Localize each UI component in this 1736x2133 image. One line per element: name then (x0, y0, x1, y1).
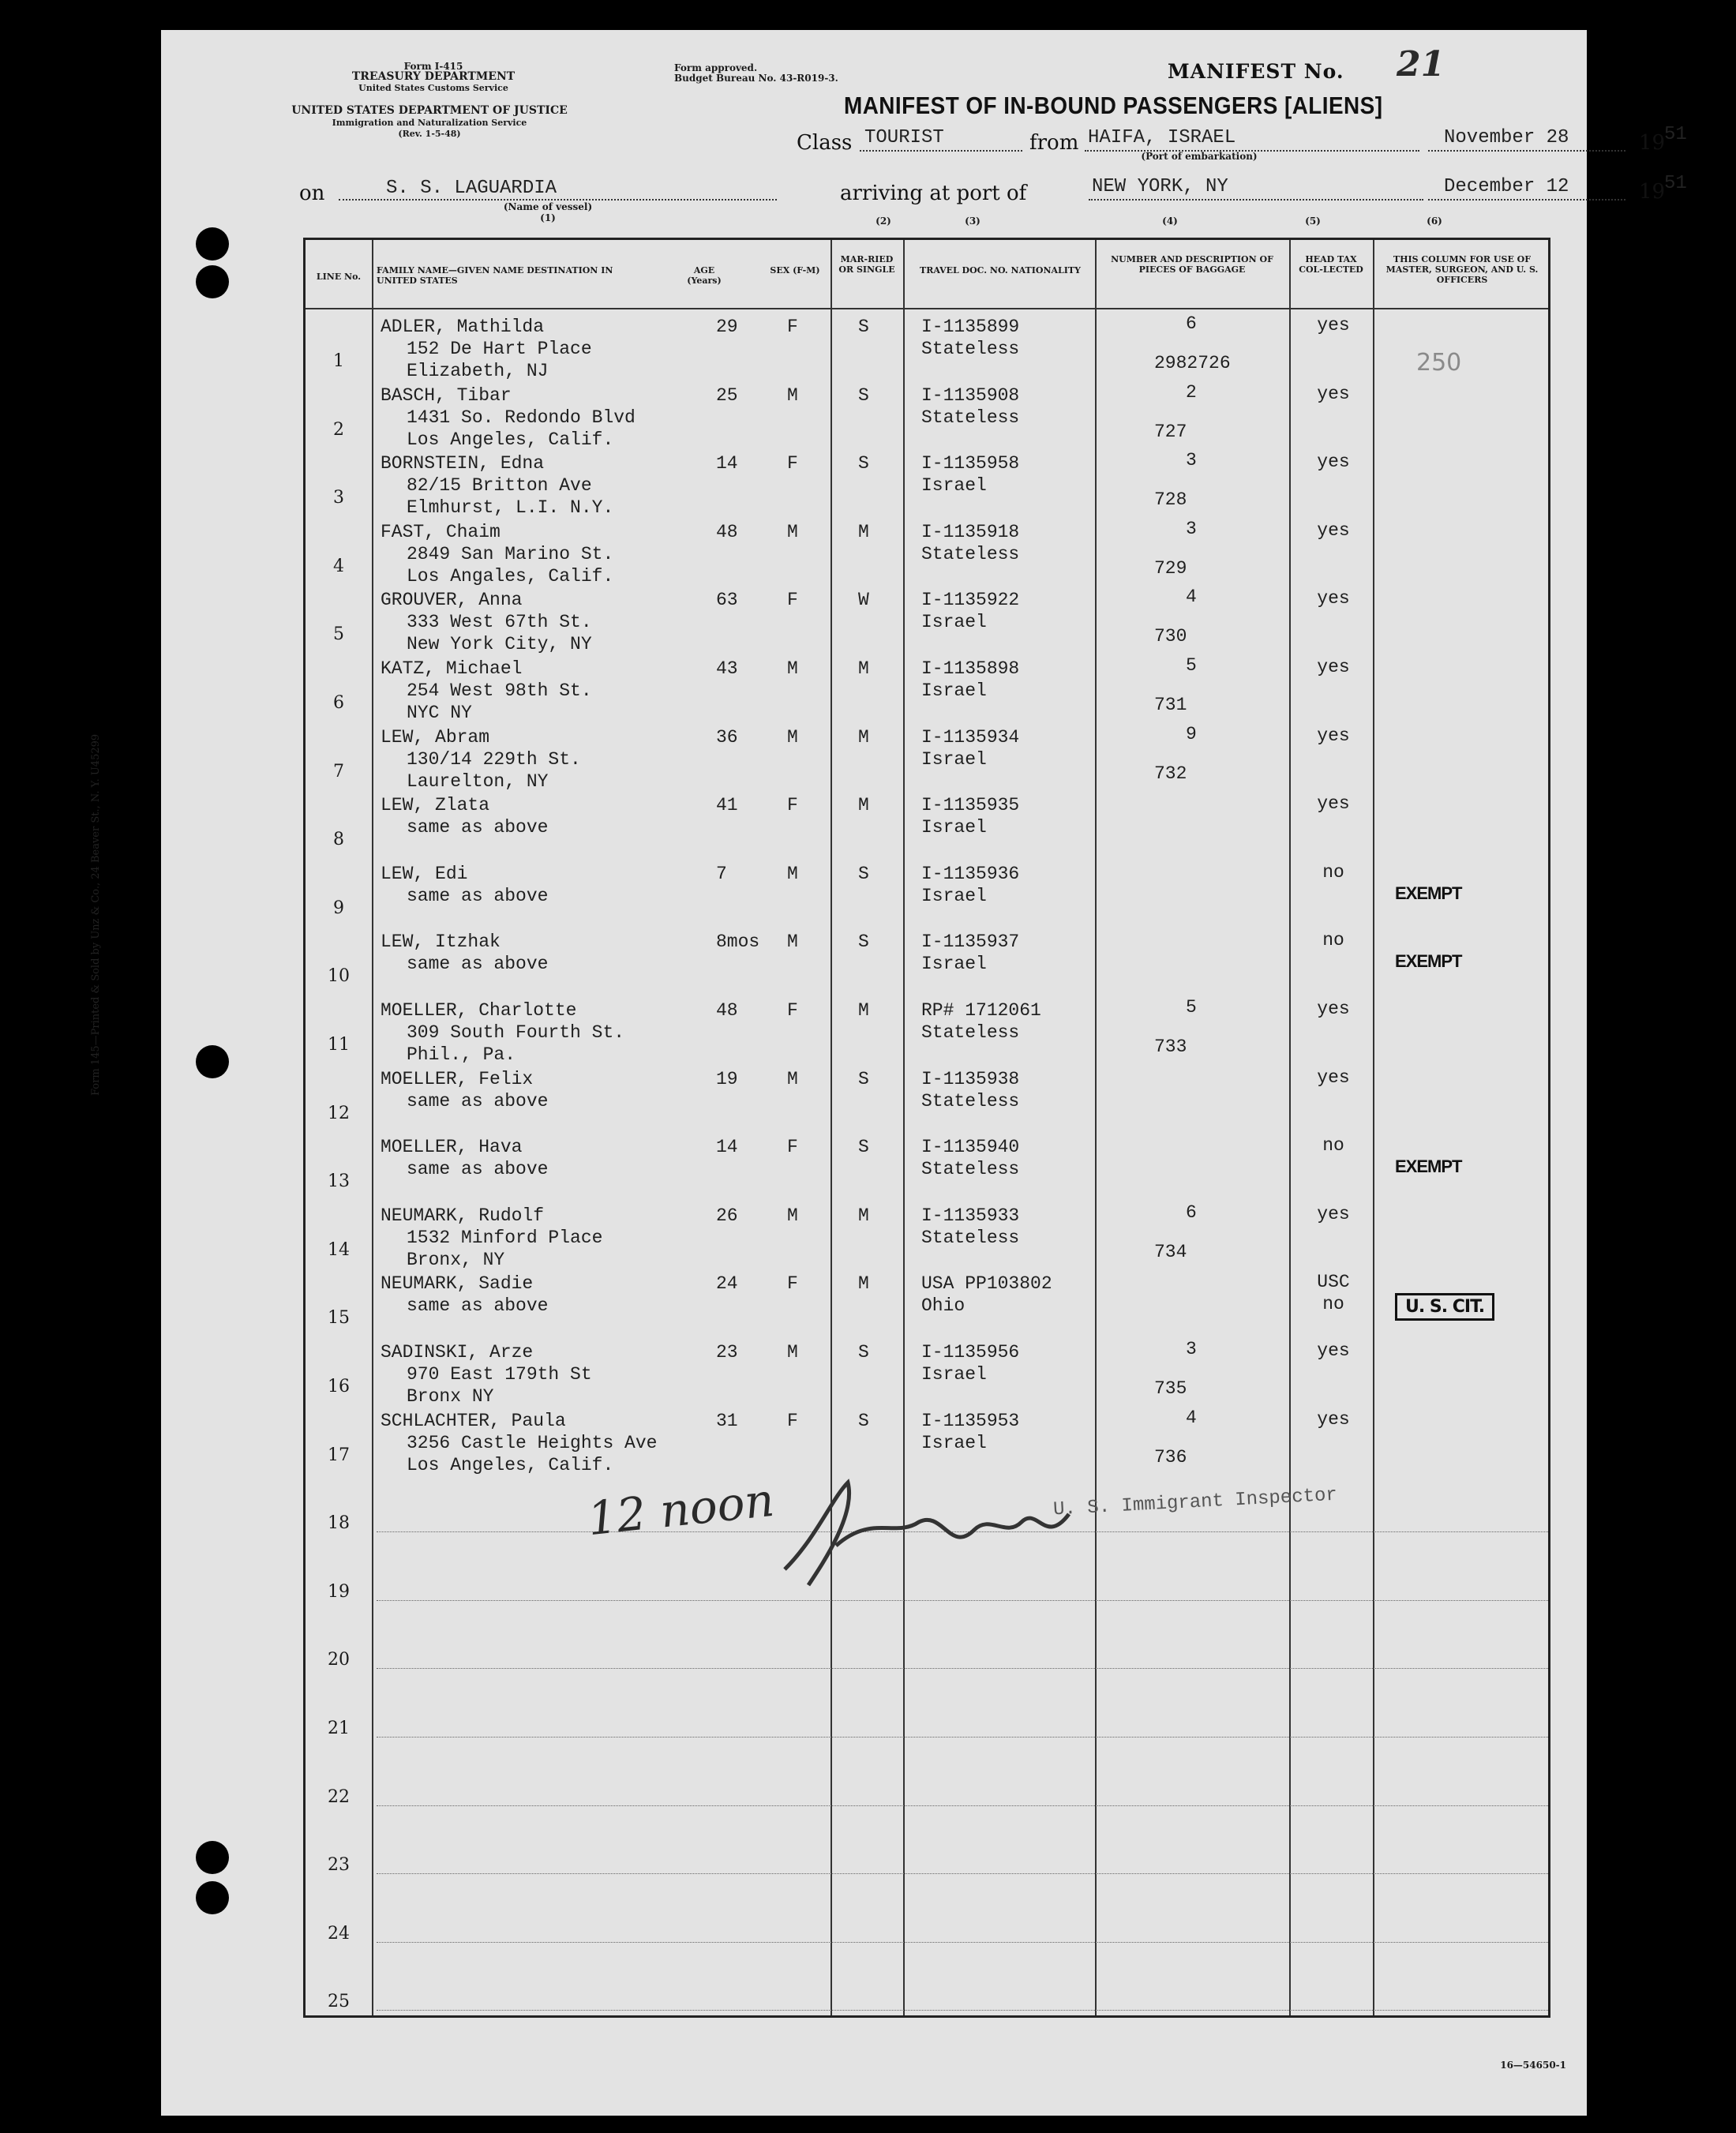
passenger-sex: M (787, 658, 798, 679)
travel-doc-number: I-1135934 (921, 726, 1020, 748)
head-tax: no (1322, 1135, 1344, 1156)
passenger-marital: M (858, 521, 869, 542)
travel-doc-number: I-1135956 (921, 1342, 1020, 1363)
manifest-no-label: MANIFEST No. (1168, 60, 1344, 83)
passenger-age: 8mos (716, 932, 760, 953)
justice-dept: UNITED STATES DEPARTMENT OF JUSTICE (291, 104, 568, 117)
passenger-name: MOELLER, Charlotte (381, 1000, 577, 1021)
travel-doc-number: I-1135898 (921, 658, 1020, 679)
baggage-number: 2982726 (1154, 353, 1231, 373)
passenger-marital: S (858, 453, 869, 474)
manifest-page (90, 30, 1687, 2116)
head-tax: yes (1317, 452, 1350, 473)
officer-note: EXEMPT (1395, 1156, 1462, 1177)
vessel-col-num: (1) (540, 212, 556, 223)
line-number: 22 (328, 1786, 350, 1807)
passenger-name: LEW, Zlata (381, 795, 490, 816)
nationality: Israel (921, 885, 987, 906)
table-row (306, 1402, 1548, 1475)
line-number: 1 (333, 351, 344, 371)
passenger-address-2: Los Angales, Calif. (407, 565, 614, 587)
header-married: MAR-RIED OR SINGLE (838, 254, 895, 275)
line-number: 16 (328, 1377, 350, 1396)
passenger-address-2: Bronx, NY (407, 1249, 505, 1270)
passenger-age: 19 (716, 1068, 738, 1089)
line-number: 5 (333, 624, 344, 645)
nationality: Israel (921, 954, 987, 975)
passenger-address-1: same as above (407, 1295, 549, 1317)
punch-hole (196, 1841, 229, 1874)
line-number: 6 (333, 693, 344, 713)
table-row (306, 444, 1548, 519)
passenger-sex: M (787, 1342, 798, 1363)
passenger-name: NEUMARK, Rudolf (381, 1205, 545, 1226)
from-field: HAIFA, ISRAEL (1085, 126, 1419, 152)
punch-hole (196, 227, 229, 261)
class-label: Class (797, 131, 853, 155)
vessel-caption: (Name of vessel) (503, 201, 593, 212)
passenger-sex: M (787, 1068, 798, 1089)
head-tax: yes (1317, 725, 1350, 746)
table-row (306, 513, 1548, 587)
passenger-address-1: 333 West 67th St. (407, 612, 592, 633)
travel-doc-number: I-1135933 (921, 1205, 1020, 1226)
table-row (306, 718, 1548, 792)
head-tax: yes (1317, 1340, 1350, 1361)
officer-note: EXEMPT (1395, 951, 1462, 972)
baggage-count: 5 (1186, 655, 1197, 676)
table-row (306, 1128, 1548, 1197)
line-number: 3 (333, 488, 344, 508)
manifest-no-value: 21 (1397, 44, 1445, 84)
line-number: 24 (328, 1923, 350, 1944)
nationality: Israel (921, 612, 987, 633)
line-number: 18 (328, 1513, 350, 1534)
baggage-number: 733 (1154, 1037, 1187, 1057)
footer-code: 16—54650-1 (1500, 2060, 1566, 2071)
inspector-signature (761, 1467, 1093, 1593)
table-row (306, 377, 1548, 450)
passenger-age: 25 (716, 384, 738, 406)
head-tax: USC no (1317, 1272, 1350, 1315)
head-tax: yes (1317, 1066, 1350, 1088)
baggage-count: 9 (1186, 723, 1197, 744)
passenger-marital: M (858, 795, 869, 816)
passenger-sex: M (787, 932, 798, 953)
head-tax: yes (1317, 383, 1350, 404)
travel-doc-number: I-1135940 (921, 1137, 1020, 1158)
passenger-sex: M (787, 384, 798, 406)
passenger-address-1: 130/14 229th St. (407, 748, 581, 770)
passenger-name: ADLER, Mathilda (381, 317, 545, 337)
passenger-address-1: same as above (407, 817, 549, 838)
officer-note: U. S. CIT. (1395, 1293, 1494, 1321)
passenger-address-1: same as above (407, 1090, 549, 1111)
from-label: from (1029, 131, 1079, 155)
nationality: Israel (921, 817, 987, 838)
travel-doc-number: I-1135936 (921, 863, 1020, 884)
passenger-address-2: Elizabeth, NJ (407, 361, 549, 381)
passenger-marital: M (858, 658, 869, 679)
passenger-sex: F (787, 1410, 798, 1431)
passenger-age: 43 (716, 658, 738, 679)
nationality: Israel (921, 1364, 987, 1385)
head-tax: yes (1317, 1408, 1350, 1430)
col-num-travel: (3) (965, 216, 980, 227)
passenger-name: KATZ, Michael (381, 658, 523, 679)
head-tax: yes (1317, 588, 1350, 609)
departure-year: 51 (1664, 124, 1687, 145)
line-number: 19 (328, 1581, 350, 1602)
punch-hole (196, 1881, 229, 1914)
travel-doc-number: I-1135958 (921, 453, 1020, 474)
passenger-age: 24 (716, 1273, 738, 1295)
head-tax: no (1322, 861, 1344, 883)
col-num-tax: (5) (1305, 216, 1321, 227)
passenger-name: LEW, Abram (381, 726, 490, 748)
baggage-number: 736 (1154, 1446, 1187, 1468)
passenger-address-2: Elmhurst, L.I. N.Y. (407, 497, 614, 519)
officer-top-note: 250 (1416, 349, 1462, 377)
line-number: 7 (333, 761, 344, 782)
table-row (306, 923, 1548, 992)
passenger-address-2: Los Angeles, Calif. (407, 429, 614, 450)
passenger-age: 7 (716, 863, 727, 884)
header-name: FAMILY NAME—GIVEN NAME DESTINATION IN UNITED STATES (377, 265, 613, 286)
head-tax: yes (1317, 999, 1350, 1019)
manifest-title: MANIFEST OF IN-BOUND PASSENGERS [ALIENS] (844, 92, 1383, 119)
punch-hole (196, 265, 229, 298)
departure-year-prefix: 19 (1639, 131, 1666, 155)
nationality: Stateless (921, 543, 1020, 564)
passenger-name: LEW, Edi (381, 863, 468, 884)
baggage-number: 731 (1154, 695, 1187, 715)
passenger-address-2: NYC NY (407, 703, 472, 723)
table-row (306, 992, 1548, 1065)
passenger-marital: S (858, 1342, 869, 1363)
inspector-title: U. S. Immigrant Inspector (1052, 1484, 1338, 1521)
passenger-age: 23 (716, 1342, 738, 1363)
arrival-year-prefix: 19 (1639, 180, 1666, 204)
passenger-age: 48 (716, 521, 738, 542)
travel-doc-number: I-1135937 (921, 932, 1020, 953)
line-number: 20 (328, 1650, 350, 1670)
header-travel: TRAVEL DOC. NO. NATIONALITY (920, 265, 1081, 276)
passenger-marital: S (858, 384, 869, 406)
passenger-sex: F (787, 1000, 798, 1021)
baggage-number: 729 (1154, 557, 1187, 579)
line-number: 2 (333, 419, 344, 440)
line-number: 21 (328, 1719, 350, 1738)
passenger-sex: M (787, 863, 798, 884)
passenger-sex: F (787, 317, 798, 337)
table-row (306, 581, 1548, 655)
passenger-table (303, 238, 1550, 2018)
noon-note: 12 noon (585, 1472, 777, 1546)
line-number: 23 (328, 1855, 350, 1876)
passenger-age: 29 (716, 317, 738, 337)
passenger-address-1: 152 De Hart Place (407, 339, 592, 359)
header-baggage: NUMBER AND DESCRIPTION OF PIECES OF BAGGAGE (1111, 254, 1273, 275)
table-row (306, 786, 1548, 855)
nationality: Ohio (921, 1295, 965, 1317)
col-num-officer: (6) (1427, 216, 1442, 227)
line-number: 8 (333, 830, 344, 850)
passenger-address-2: Los Angeles, Calif. (407, 1454, 614, 1475)
passenger-marital: M (858, 1273, 869, 1295)
nationality: Stateless (921, 407, 1020, 428)
passenger-name: SADINSKI, Arze (381, 1342, 534, 1363)
passenger-address-1: same as above (407, 885, 549, 906)
baggage-count: 3 (1186, 450, 1197, 471)
header-age: AGE (Years) (687, 265, 722, 286)
head-tax: yes (1317, 315, 1350, 336)
line-number: 9 (333, 898, 344, 918)
line-number: 14 (328, 1239, 350, 1260)
arrival-date-field: December 12 (1428, 175, 1625, 201)
departure-date-field: November 28 (1428, 126, 1625, 152)
passenger-sex: M (787, 726, 798, 748)
passenger-marital: M (858, 1205, 869, 1226)
table-row (306, 855, 1548, 924)
passenger-address-1: 970 East 179th St (407, 1364, 592, 1385)
passenger-address-1: 1532 Minford Place (407, 1227, 603, 1248)
form-revision: (Rev. 1-5-48) (398, 129, 461, 139)
customs-service: United States Customs Service (358, 83, 508, 93)
passenger-name: LEW, Itzhak (381, 932, 501, 953)
class-field: TOURIST (860, 126, 1022, 152)
header-line-no: LINE No. (316, 272, 362, 282)
head-tax: yes (1317, 793, 1350, 815)
line-number: 10 (328, 966, 350, 987)
passenger-marital: S (858, 863, 869, 884)
travel-doc-number: I-1135935 (921, 795, 1020, 816)
baggage-number: 727 (1154, 421, 1187, 442)
passenger-name: MOELLER, Felix (381, 1068, 534, 1089)
table-row (306, 650, 1548, 723)
embarkation-caption: (Port of embarkation) (1141, 151, 1258, 162)
passenger-age: 14 (716, 453, 738, 474)
table-row (306, 1333, 1548, 1407)
nationality: Stateless (921, 1159, 1020, 1180)
nationality: Stateless (921, 1090, 1020, 1111)
nationality: Stateless (921, 1022, 1020, 1043)
baggage-count: 4 (1186, 587, 1197, 608)
line-number: 4 (333, 556, 344, 576)
passenger-address-1: same as above (407, 1159, 549, 1180)
passenger-marital: S (858, 1137, 869, 1158)
baggage-count: 5 (1186, 997, 1197, 1018)
passenger-sex: M (787, 1205, 798, 1226)
passenger-name: SCHLACHTER, Paula (381, 1410, 566, 1431)
table-row (306, 1060, 1548, 1129)
nationality: Israel (921, 680, 987, 701)
line-number: 15 (328, 1308, 350, 1329)
passenger-sex: F (787, 795, 798, 816)
header-tax: HEAD TAX COL-LECTED (1299, 254, 1363, 275)
budget-bureau: Budget Bureau No. 43-R019-3. (674, 73, 838, 84)
baggage-count: 6 (1186, 1201, 1197, 1223)
header-officer: THIS COLUMN FOR USE OF MASTER, SURGEON, AND U. S. OFFICERS (1385, 254, 1539, 285)
baggage-count: 3 (1186, 518, 1197, 539)
nationality: Israel (921, 748, 987, 770)
line-number: 13 (328, 1171, 350, 1192)
passenger-address-1: 2849 San Marino St. (407, 543, 614, 564)
form-number: Form I-415 (403, 61, 463, 72)
baggage-number: 732 (1154, 763, 1187, 784)
nationality: Israel (921, 475, 987, 497)
table-row (306, 308, 1548, 381)
baggage-number: 735 (1154, 1378, 1187, 1399)
nationality: Stateless (921, 1227, 1020, 1248)
vessel-field: S. S. LAGUARDIA (339, 177, 777, 201)
line-number: 25 (328, 1992, 350, 2012)
passenger-age: 36 (716, 726, 738, 748)
officer-note: EXEMPT (1395, 883, 1462, 903)
travel-doc-number: I-1135918 (921, 521, 1020, 542)
on-label: on (299, 182, 325, 205)
port-field: NEW YORK, NY (1089, 175, 1423, 201)
table-row (306, 1265, 1548, 1333)
passenger-marital: W (858, 590, 869, 611)
passenger-age: 63 (716, 590, 738, 611)
passenger-sex: F (787, 590, 798, 611)
baggage-count: 4 (1186, 1407, 1197, 1428)
baggage-number: 730 (1154, 626, 1187, 647)
ins-service: Immigration and Naturalization Service (332, 118, 527, 128)
travel-doc-number: I-1135938 (921, 1068, 1020, 1089)
baggage-count: 3 (1186, 1339, 1197, 1359)
passenger-marital: S (858, 932, 869, 953)
line-number: 17 (328, 1445, 350, 1465)
passenger-name: GROUVER, Anna (381, 590, 523, 611)
passenger-address-1: same as above (407, 954, 549, 975)
baggage-number: 728 (1154, 489, 1187, 511)
passenger-age: 48 (716, 1000, 738, 1021)
passenger-age: 26 (716, 1205, 738, 1226)
passenger-address-2: Phil., Pa. (407, 1044, 516, 1065)
line-number: 12 (328, 1103, 350, 1123)
travel-doc-number: I-1135908 (921, 384, 1020, 406)
head-tax: yes (1317, 519, 1350, 541)
passenger-address-1: 82/15 Britton Ave (407, 475, 592, 497)
header-sex: SEX (F-M) (770, 265, 820, 276)
passenger-address-1: 1431 So. Redondo Blvd (407, 407, 636, 428)
passenger-name: BASCH, Tibar (381, 384, 512, 406)
passenger-address-2: Laurelton, NY (407, 770, 549, 792)
passenger-sex: M (787, 521, 798, 542)
passenger-address-2: Bronx NY (407, 1386, 494, 1407)
passenger-sex: F (787, 453, 798, 474)
treasury-dept: TREASURY DEPARTMENT (351, 70, 516, 83)
passenger-name: FAST, Chaim (381, 521, 501, 542)
printer-imprint: Form 145—Printed & Sold by Unz & Co., 24 Beaver St., N. Y. U45299 (90, 733, 102, 1096)
baggage-number: 734 (1154, 1241, 1187, 1262)
form-approved: Form approved. (674, 62, 758, 73)
baggage-count: 2 (1186, 381, 1197, 403)
passenger-address-1: 309 South Fourth St. (407, 1022, 625, 1043)
punch-hole (196, 1045, 229, 1078)
passenger-sex: F (787, 1137, 798, 1158)
travel-doc-number: I-1135953 (921, 1410, 1020, 1431)
passenger-marital: S (858, 1410, 869, 1431)
table-row (306, 1197, 1548, 1270)
nationality: Israel (921, 1432, 987, 1453)
passenger-age: 14 (716, 1137, 738, 1158)
passenger-marital: M (858, 726, 869, 748)
passenger-address-1: 254 West 98th St. (407, 680, 592, 701)
line-number: 11 (328, 1035, 350, 1055)
passenger-name: NEUMARK, Sadie (381, 1273, 534, 1295)
passenger-marital: S (858, 1068, 869, 1089)
head-tax: yes (1317, 1203, 1350, 1224)
travel-doc-number: RP# 1712061 (921, 1000, 1041, 1021)
passenger-sex: F (787, 1273, 798, 1295)
baggage-count: 6 (1186, 313, 1197, 334)
travel-doc-number: I-1135922 (921, 590, 1020, 611)
col-num-married: (2) (875, 216, 891, 227)
travel-doc-number: I-1135899 (921, 317, 1020, 337)
head-tax: yes (1317, 657, 1350, 677)
travel-doc-number: USA PP103802 (921, 1273, 1052, 1295)
passenger-marital: M (858, 1000, 869, 1021)
passenger-marital: S (858, 317, 869, 337)
passenger-age: 41 (716, 795, 738, 816)
passenger-name: BORNSTEIN, Edna (381, 453, 545, 474)
passenger-name: MOELLER, Hava (381, 1137, 523, 1158)
nationality: Stateless (921, 339, 1020, 359)
head-tax: no (1322, 930, 1344, 951)
arriving-label: arriving at port of (840, 182, 1027, 205)
arrival-year: 51 (1664, 173, 1687, 194)
passenger-address-2: New York City, NY (407, 634, 592, 655)
passenger-address-1: 3256 Castle Heights Ave (407, 1432, 658, 1453)
passenger-age: 31 (716, 1410, 738, 1431)
col-num-baggage: (4) (1162, 216, 1178, 227)
